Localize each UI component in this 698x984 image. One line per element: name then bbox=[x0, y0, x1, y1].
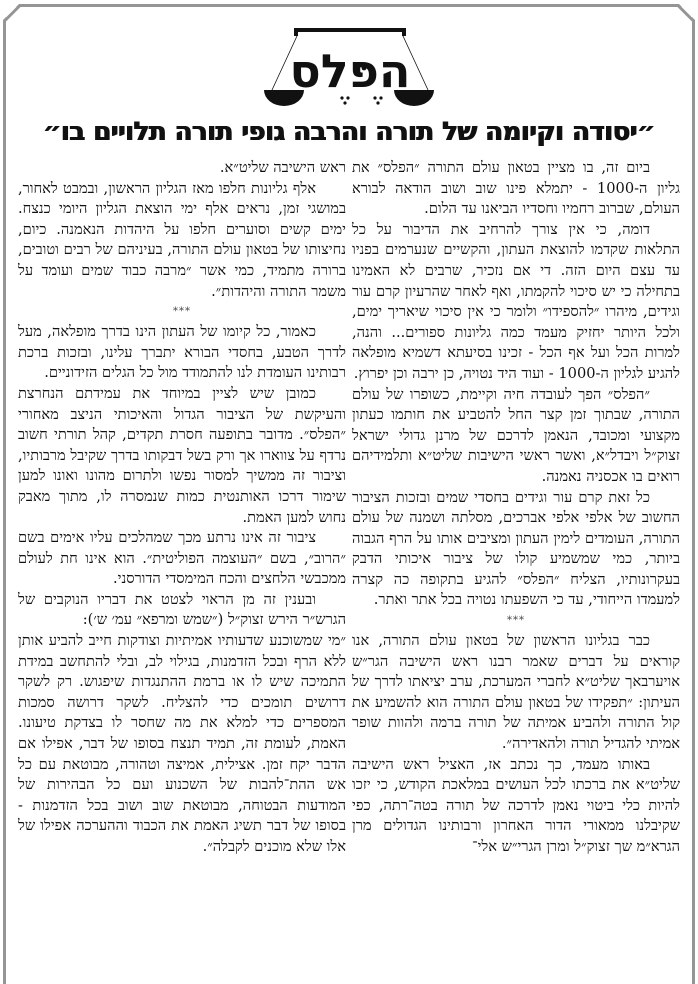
frame-corner-left bbox=[3, 4, 25, 26]
paragraph: כבר בגליונו הראשון של בטאון עולם התורה, אנו קוראים על דברים שאמר רבנו ראש הישיבה הגר״ש אויערבאך שליט״א לחברי המערכת, ערב יציאתו לדרך של העיתון: ״תפקידו של בטאון עולם התורה הוא להשמיע את קול התורה ולהביע אמיתה של תורה ברמה ולהוות שופר אמיתי להגדיל תורה ולהאדירה״. bbox=[352, 632, 680, 753]
article-column-right bbox=[352, 158, 680, 858]
headline: ״יסודה וקיומה של תורה והרבה גופי תורה תלויים בו״ bbox=[43, 117, 655, 147]
article-column-left bbox=[18, 158, 346, 858]
paragraph: כל זאת קרם עור וגידים בחסדי שמים ובזכות הציבור החשוב של אלפי אלפי אברכים, מסלתה ושמנה של עולם התורה, העומדים לימין העתון ומציבים אותו על הרף הגבוה ביותר, כמי שמשמיע קולו של ציבור איכותי הדבק בעקרונותיו, הצליח ״הפלס״ להגיע בתקופה כה קצרה למעמדו הייחודי, עד כי השפעתו נטויה בכל אתר ואתר. bbox=[352, 488, 680, 609]
paragraph: ובענין זה מן הראוי לצטט את דבריו הנוקבים של הגרש״ר הירש זצוק״ל (״שמש ומרפא״ עמ׳ ש׳): bbox=[18, 590, 346, 629]
paragraph: ביום זה, בו מציין בטאון עולם התורה ״הפלס״ את גליון ה-1000 - יתמלא פינו שוב ושוב הודאה לבורא העולם, שברוב רחמיו וחסדיו הביאנו עד הלום. bbox=[352, 159, 680, 218]
quotation: ״מי שמשוכנע שדעותיו אמיתיות וצודקות חייב להביע אותן ללא הרף ובכל הזדמנות, בגילוי לב, ובלי להתחשב במידת התמיכה שיש לו או ברמת ההתנגדות שיפגוש. רק לשקר דרושים תומכים כדי להצליח. לשקר דרושה סמכות המספרים כדי למלא את מה שחסר לו בצדקת טיעונו. האמת, לעומת זה, תמיד תנצח בסופו של דבר, אפילו אם הדבר יקח זמן. אצילית, אמיצה וטהורה, מבוטאת עם כל אש ההת־להבות של השכנוע ועם כל הבהירות של המודעות הבטוחה, מבוטאת שוב ושוב בכל הזדמנות - בסופו של דבר תשיג האמת את הכבוד וההערכה אפילו של אלו שלא מוכנים לקבלה״. bbox=[18, 632, 346, 855]
paragraph: דומה, כי אין צורך להרחיב את הדיבור על כל התלאות שקדמו להוצאת העתון, והקשיים שנערמים בפניו עד עצם היום הזה. די אם נזכיר, שרבים לא האמינו בתחילה כי יש סיכוי להקמתו, ואף לאחר שהרעיון קרם עור וגידים, מיהרו ״להספידו״ ולומר כי אין סיכוי שיאריך ימים, ולכל היותר יחזיק מעמד כמה גליונות ספורים... והנה, למרות הכל ועל אף הכל - זכינו בסיעתא דשמיא מופלאה להגיע לגליון ה-1000 - ועוד היד נטויה, כן ירבה וכן יפרוץ. bbox=[352, 220, 680, 382]
paragraph: ציבור זה אינו נרתע מכך שמהלכים עליו אימים בשם ״הרוב״, בשם ״העוצמה הפוליטית״. הוא אינו חת לעולם ממכבשי הלחצים והכח המימסדי הדורסני. bbox=[18, 529, 346, 588]
frame-corner-right bbox=[673, 4, 695, 26]
section-separator: *** bbox=[507, 615, 525, 627]
paragraph: באותו מעמד, כך נכתב אז, האציל ראש הישיבה שליט״א את ברכתו לכל העושים במלאכת הקודש, כי יזכו להיות כלי ביטוי נאמן לדרכה של תורה בטה־רתה, כפי שקיבלנו ממאורי הדור האחרון ורבותינו הגדולים מרן הגרא״מ שך זצוק״ל ומרן הגרי״ש אלי־ bbox=[352, 755, 680, 855]
paragraph: כמובן שיש לציין במיוחד את עמידתם הנחרצת והעיקשת של הציבור הגדול והאיכותי הניצב מאחורי ״הפלס״. מדובר בתופעה חסרת תקדים, קהל תורתי חשוב נרדף על צווארו אך ורק בשל דבקותו בדרך שקיבל מרבותיו, וציבור זה ממשיך למסור נפשו ולתרום מהונו ואונו למען שימור דרכו האותנטית כמות שנמסרה לו, מתוך מאבק נחוש למען האמת. bbox=[18, 384, 346, 526]
section-separator: *** bbox=[173, 306, 191, 318]
paragraph: כאמור, כל קיומו של העתון הינו בדרך מופלאה, מעל לדרך הטבע, בחסדי הבורא יתברך עלינו, ובזכות ברכת רבותינו העומדת לנו להתמודד מול כל הגלים הזידוניים. bbox=[18, 323, 346, 382]
masthead-logo bbox=[264, 28, 434, 108]
paragraph: ״הפלס״ הפך לעובדה חיה וקיימת, כשופרו של עולם התורה, שבתוך זמן קצר החל להטביע את חותמו כעתון מקצועי ומכובד, הנאמן לדרכם של מרנן גדולי ישראל זצוק״ל ויבדל״א, ואשר ראשי הישיבות שליט״א ותלמידיהם רואים בו אכסניה נאמנה. bbox=[352, 385, 680, 485]
logo-text: הפלס bbox=[289, 44, 411, 98]
balance-scale-icon bbox=[264, 28, 434, 108]
paragraph-continuation: ראש הישיבה שליט״א. bbox=[219, 159, 346, 176]
paragraph: אלף גליונות חלפו מאז הגליון הראשון, ובמבט לאחור, במושגי זמן, נראים אלף ימי הוצאת הגליון היומי כנצח. ימים קשים וסוערים חלפו על היהדות הנאמנה. כיום, נחיצותו של בטאון עולם התורה, בעיניהם של רבים וטובים, ברורה מתמיד, כמי אשר ״מרבה כבוד שמים ועומד על משמר התורה והיהדות״. bbox=[18, 179, 346, 300]
